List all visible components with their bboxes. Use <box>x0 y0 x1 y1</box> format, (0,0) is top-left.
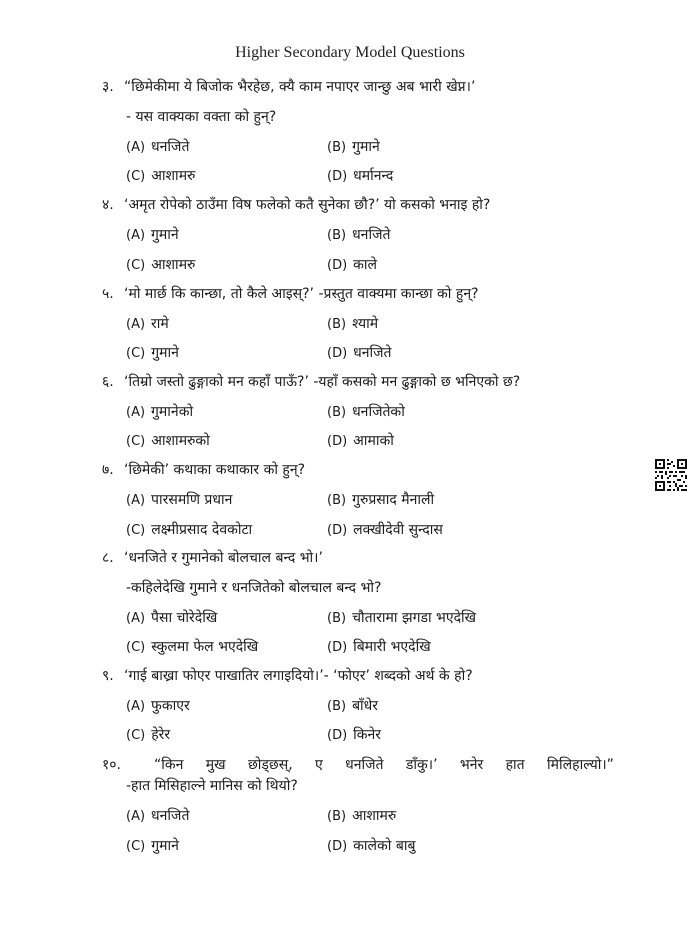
question-sub-text: -हात मिसिहाल्ने मानिस को थियो? <box>126 778 298 794</box>
option-a[interactable]: (A) गुमानेको <box>126 404 194 420</box>
qr-code-icon[interactable] <box>654 458 688 492</box>
option-b[interactable]: (B) धनजिते <box>327 227 391 243</box>
option-d[interactable]: (D) आमाको <box>327 433 394 449</box>
option-b[interactable]: (B) गुरुप्रसाद मैनाली <box>327 492 435 508</box>
question-number: १०. <box>102 757 122 773</box>
question-number: ४. <box>102 197 114 213</box>
question-sub-text: - यस वाक्यका वक्ता को हुन्? <box>126 109 277 125</box>
option-c[interactable]: (C) हेरेर <box>126 727 171 743</box>
option-c[interactable]: (C) लक्ष्मीप्रसाद देवकोटा <box>126 522 253 538</box>
option-c[interactable]: (C) गुमाने <box>126 345 179 361</box>
option-a[interactable]: (A) पैसा चोरेदेखि <box>126 610 218 626</box>
page-header: Higher Secondary Model Questions <box>235 44 465 61</box>
option-b[interactable]: (B) धनजितेको <box>327 404 405 420</box>
question-number: ३. <box>102 79 114 95</box>
question-number: ९. <box>102 668 114 684</box>
question-text: ‘धनजिते र गुमानेको बोलचाल बन्द भो।’ <box>124 550 323 566</box>
question-number: ८. <box>102 550 114 566</box>
question-text: ‘छिमेकी’ कथाका कथाकार को हुन्? <box>124 462 306 478</box>
question-text: “छिमेकीमा ये बिजोक भैरहेछ, क्यै काम नपाएर जान्छु अब भारी खेप्न।’ <box>124 79 476 95</box>
option-a[interactable]: (A) धनजिते <box>126 808 190 824</box>
option-d[interactable]: (D) कालेको बाबु <box>327 838 416 854</box>
question-text: ‘तिम्रो जस्तो ढुङ्गाको मन कहाँ पाऊँ?’ -यहाँ कसको मन ढुङ्गाको छ भनिएको छ? <box>124 374 521 390</box>
question-text: “किन मुख छोड्छस्, ए धनजिते डाँकु।’ भनेर हात मिलिहाल्यो।” <box>154 757 614 773</box>
option-a[interactable]: (A) रामे <box>126 316 169 332</box>
option-b[interactable]: (B) गुमाने <box>327 139 380 155</box>
option-d[interactable]: (D) काले <box>327 257 378 273</box>
question-number: ५. <box>102 286 114 302</box>
option-a[interactable]: (A) धनजिते <box>126 139 190 155</box>
option-c[interactable]: (C) आशामरुको <box>126 433 210 449</box>
option-d[interactable]: (D) धर्मानन्द <box>327 168 394 184</box>
option-d[interactable]: (D) बिमारी भएदेखि <box>327 639 431 655</box>
option-a[interactable]: (A) गुमाने <box>126 227 179 243</box>
option-c[interactable]: (C) आशामरु <box>126 257 196 273</box>
question-text: ‘मो मार्छ कि कान्छा, तो कैले आइस्?’ -प्रस्तुत वाक्यमा कान्छा को हुन्? <box>124 286 479 302</box>
option-a[interactable]: (A) फुकाएर <box>126 698 190 714</box>
option-a[interactable]: (A) पारसमणि प्रधान <box>126 492 233 508</box>
question-text: ‘अमृत रोपेको ठाउँमा विष फलेको कतै सुनेका छौ?’ यो कसको भनाइ हो? <box>124 197 491 213</box>
option-b[interactable]: (B) आशामरु <box>327 808 397 824</box>
question-number: ६. <box>102 374 114 390</box>
question-sub-text: -कहिलेदेखि गुमाने र धनजितेको बोलचाल बन्द भो? <box>126 580 382 596</box>
option-b[interactable]: (B) बाँधेर <box>327 698 379 714</box>
question-text: ‘गाई बाख्रा फोएर पाखातिर लगाइदियो।’- ‘फोएर’ शब्दको अर्थ के हो? <box>124 668 473 684</box>
option-d[interactable]: (D) धनजिते <box>327 345 392 361</box>
option-d[interactable]: (D) किनेर <box>327 727 382 743</box>
option-b[interactable]: (B) श्यामे <box>327 316 379 332</box>
option-c[interactable]: (C) आशामरु <box>126 168 196 184</box>
option-c[interactable]: (C) गुमाने <box>126 838 179 854</box>
option-c[interactable]: (C) स्कुलमा फेल भएदेखि <box>126 639 259 655</box>
option-d[interactable]: (D) लक्खीदेवी सुन्दास <box>327 522 443 538</box>
question-number: ७. <box>102 462 114 478</box>
option-b[interactable]: (B) चौतारामा झगडा भएदेखि <box>327 610 477 626</box>
